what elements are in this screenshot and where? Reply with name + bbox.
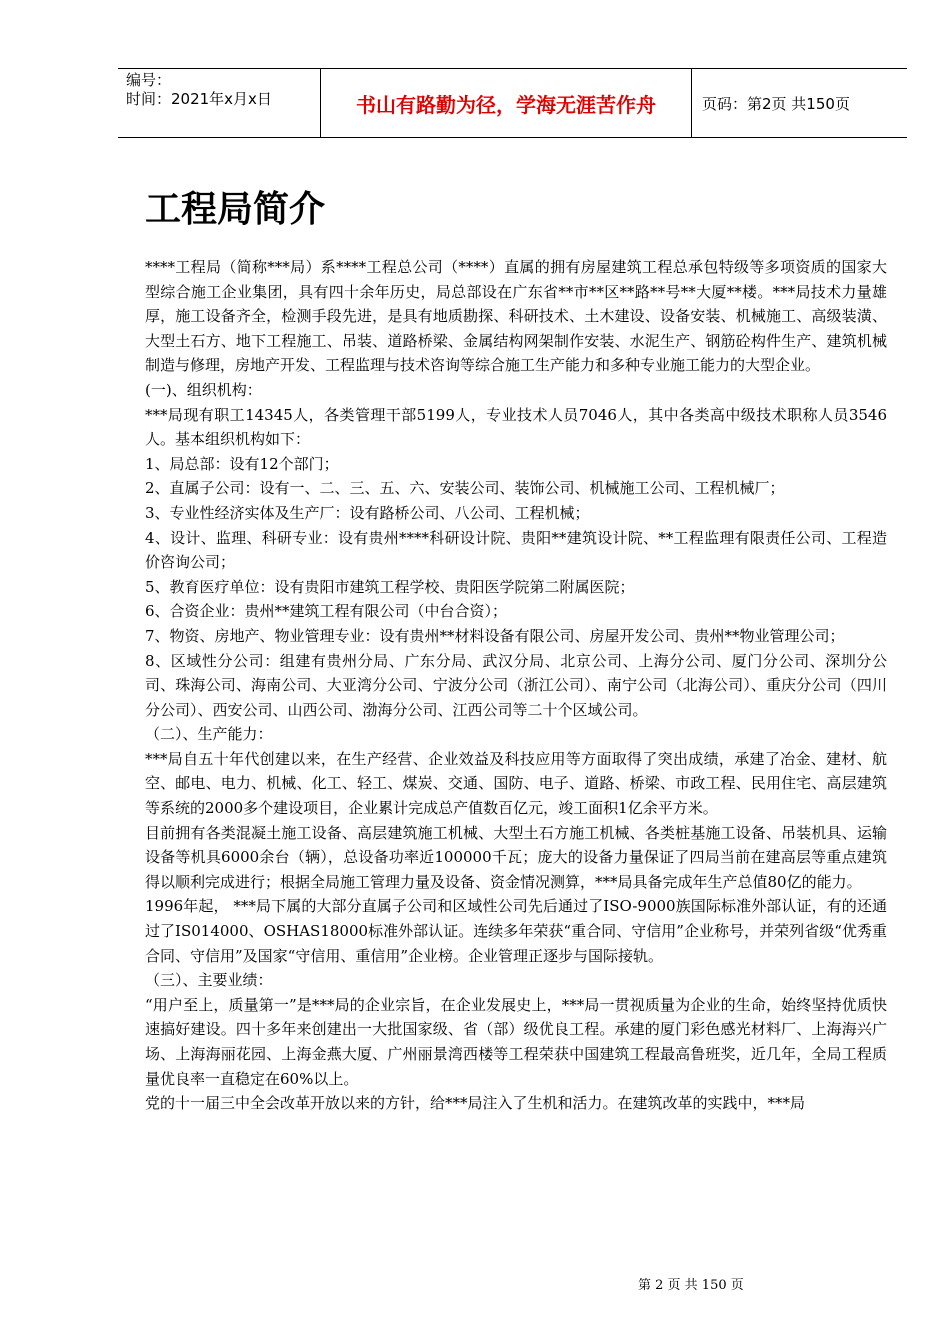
page-title: 工程局简介	[145, 189, 326, 230]
number-label: 编号：	[126, 71, 172, 89]
list-item: 7、物资、房地产、物业管理专业：设有贵州**材料设备有限公司、房屋开发公司、贵州**物业管理公司；	[145, 626, 845, 645]
paragraph: ***局自五十年代创建以来，在生产经营、企业效益及科技应用等方面取得了突出成绩，承建了冶金、建材、航空、邮电、电力、机械、化工、轻工、煤炭、交通、国防、电子、道路、桥梁、市政工程、民用住宅、高层建筑等系统的2000多个建设项目，企业累计完成总产值数百亿元，竣工面积1亿余平方米。	[145, 749, 887, 818]
list-item: 2、直属子公司：设有一、二、三、五、六、安装公司、装饰公司、机械施工公司、工程机械厂；	[145, 479, 785, 498]
list-item: 1、局总部：设有12个部门；	[145, 454, 339, 473]
paragraph: “用户至上，质量第一”是***局的企业宗旨，在企业发展史上，***局一贯视质量为企业的生命，始终坚持优质快速搞好建设。四十多年来创建出一大批国家级、省（部）级优良工程。承建的厦门彩色感光材料厂、上海海兴广场、上海海丽花园、上海金燕大厦、广州丽景湾西楼等工程荣获中国建筑工程最高鲁班奖，近几年，全局工程质量优良率一直稳定在60%以上。	[145, 995, 887, 1088]
page-footer: 第 2 页 共 150 页	[638, 1278, 744, 1293]
paragraph: ****工程局（简称***局）系****工程总公司（****）直属的拥有房屋建筑工程总承包特级等多项资质的国家大型综合施工企业集团，具有四十余年历史，局总部设在广东省**市**区**路**号**大厦**楼。***局技术力量雄厚，施工设备齐全，检测手段先进，是具有地质勘探、科研技术、土木建设、设备安装、机械施工、高级装潢、大型土石方、地下工程施工、吊装、道路桥梁、金属结构网架制作安装、水泥生产、钢筋砼构件生产、建筑机械制造与修理，房地产开发、工程监理与技术咨询等综合施工生产能力和多种专业施工能力的大型企业。	[145, 258, 887, 375]
page-info: 页码：第2页 共150页	[702, 94, 850, 113]
header-left-cell	[118, 69, 320, 137]
paragraph: 党的十一届三中全会改革开放以来的方针，给***局注入了生机和活力。在建筑改革的实践中，***局	[145, 1094, 806, 1113]
list-item: 5、教育医疗单位：设有贵阳市建筑工程学校、贵阳医学院第二附属医院；	[145, 577, 635, 596]
section-heading-achievements: （三）、主要业绩：	[145, 971, 273, 990]
paragraph: 1996年起， ***局下属的大部分直属子公司和区域性公司先后通过了ISO-9000族国际标准外部认证，有的还通过了IS014000、OSHAS18000标准外部认证。连续多年荣获“重合同、守信用”企业称号，并荣列省级“优秀重合同、守信用”及国家“守信用、重信用”企业榜。企业管理正逐步与国际接轨。	[145, 897, 887, 965]
list-item: 4、设计、监理、科研专业：设有贵州****科研设计院、贵阳**建筑设计院、**工程监理有限责任公司、工程造价咨询公司；	[145, 528, 887, 572]
list-item: 8、区域性分公司：组建有贵州分局、广东分局、武汉分局、北京公司、上海分公司、厦门分公司、深圳分公司、珠海公司、海南公司、大亚湾分公司、宁波分公司（浙江公司）、南宁公司（北海公司）、重庆分公司（四川分公司）、西安公司、山西公司、渤海分公司、江西公司等二十个区域公司。	[145, 651, 887, 719]
paragraph: ***局现有职工14345人，各类管理干部5199人，专业技术人员7046人，其中各类高中级技术职称人员3546人。基本组织机构如下：	[145, 405, 887, 449]
paragraph: 目前拥有各类混凝土施工设备、高层建筑施工机械、大型土石方施工机械、各类桩基施工设备、吊装机具、运输设备等机具6000余台（辆），总设备功率近100000千瓦；庞大的设备力量保证了四局当前在建高层等重点建筑得以顺利完成进行；根据全局施工管理力量及设备、资金情况测算，***局具备完成年生产总值80亿的能力。	[145, 823, 887, 891]
header-table	[118, 68, 907, 138]
time-label: 时间：2021年x月x日	[126, 90, 272, 108]
motto: 书山有路勤为径，学海无涯苦作舟	[320, 69, 692, 137]
list-item: 6、合资企业：贵州**建筑工程有限公司（中台合资）；	[145, 602, 508, 621]
document-body	[145, 255, 887, 1116]
section-heading-capacity: （二）、生产能力：	[145, 725, 273, 744]
list-item: 3、专业性经济实体及生产厂：设有路桥公司、八公司、工程机械；	[145, 503, 590, 522]
section-heading-organization: (一)、组织机构：	[145, 380, 262, 399]
